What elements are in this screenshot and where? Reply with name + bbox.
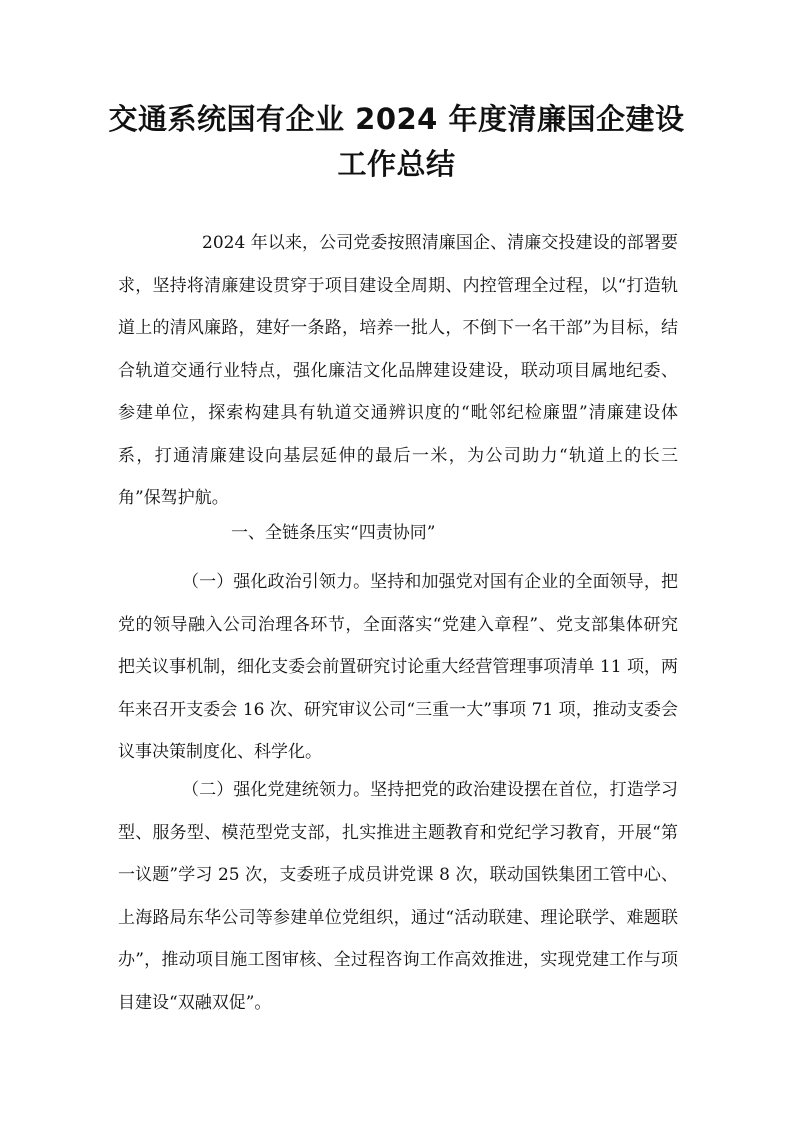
- section-heading-1: 一、全链条压实“四责协同”: [231, 523, 436, 543]
- paragraph-party-building: （二）强化党建统领力。坚持把党的政治建设摆在首位，打造学习型、服务型、模范型党支部，扎实推进主题教育和党纪学习教育，开展“第一议题”学习 25 次，支委班子成员讲党课 8 次，联动国铁集团工管中心、上海路局东华公司等参建单位党组织，通过“活动联建、理论联学、难题联办”，推动项目施工图审核、全过程咨询工作高效推进，实现党建工作与项目建设“双融双促”。: [118, 780, 678, 1013]
- document-title-line-1: 交通系统国有企业 2024 年度清廉国企建设: [108, 102, 685, 136]
- intro-paragraph: 2024 年以来，公司党委按照清廉国企、清廉交投建设的部署要求，坚持将清廉建设贯穿于项目建设全周期、内控管理全过程，以“打造轨道上的清风廉路，建好一条路，培养一批人，不倒下一名干部”为目标，结合轨道交通行业特点，强化廉洁文化品牌建设建设，联动项目属地纪委、参建单位，探索构建具有轨道交通辨识度的“毗邻纪检廉盟”清廉建设体系，打通清廉建设向基层延伸的最后一米，为公司助力“轨道上的长三角”保驾护航。: [118, 233, 678, 508]
- document-title-line-2: 工作总结: [337, 147, 456, 181]
- paragraph-political-leadership: （一）强化政治引领力。坚持和加强党对国有企业的全面领导，把党的领导融入公司治理各环节，全面落实“党建入章程”、党支部集体研究把关议事机制，细化支委会前置研究讨论重大经营管理事项清单 11 项，两年来召开支委会 16 次、研究审议公司“三重一大”事项 71 项，推动支委会议事决策制度化、科学化。: [118, 572, 678, 762]
